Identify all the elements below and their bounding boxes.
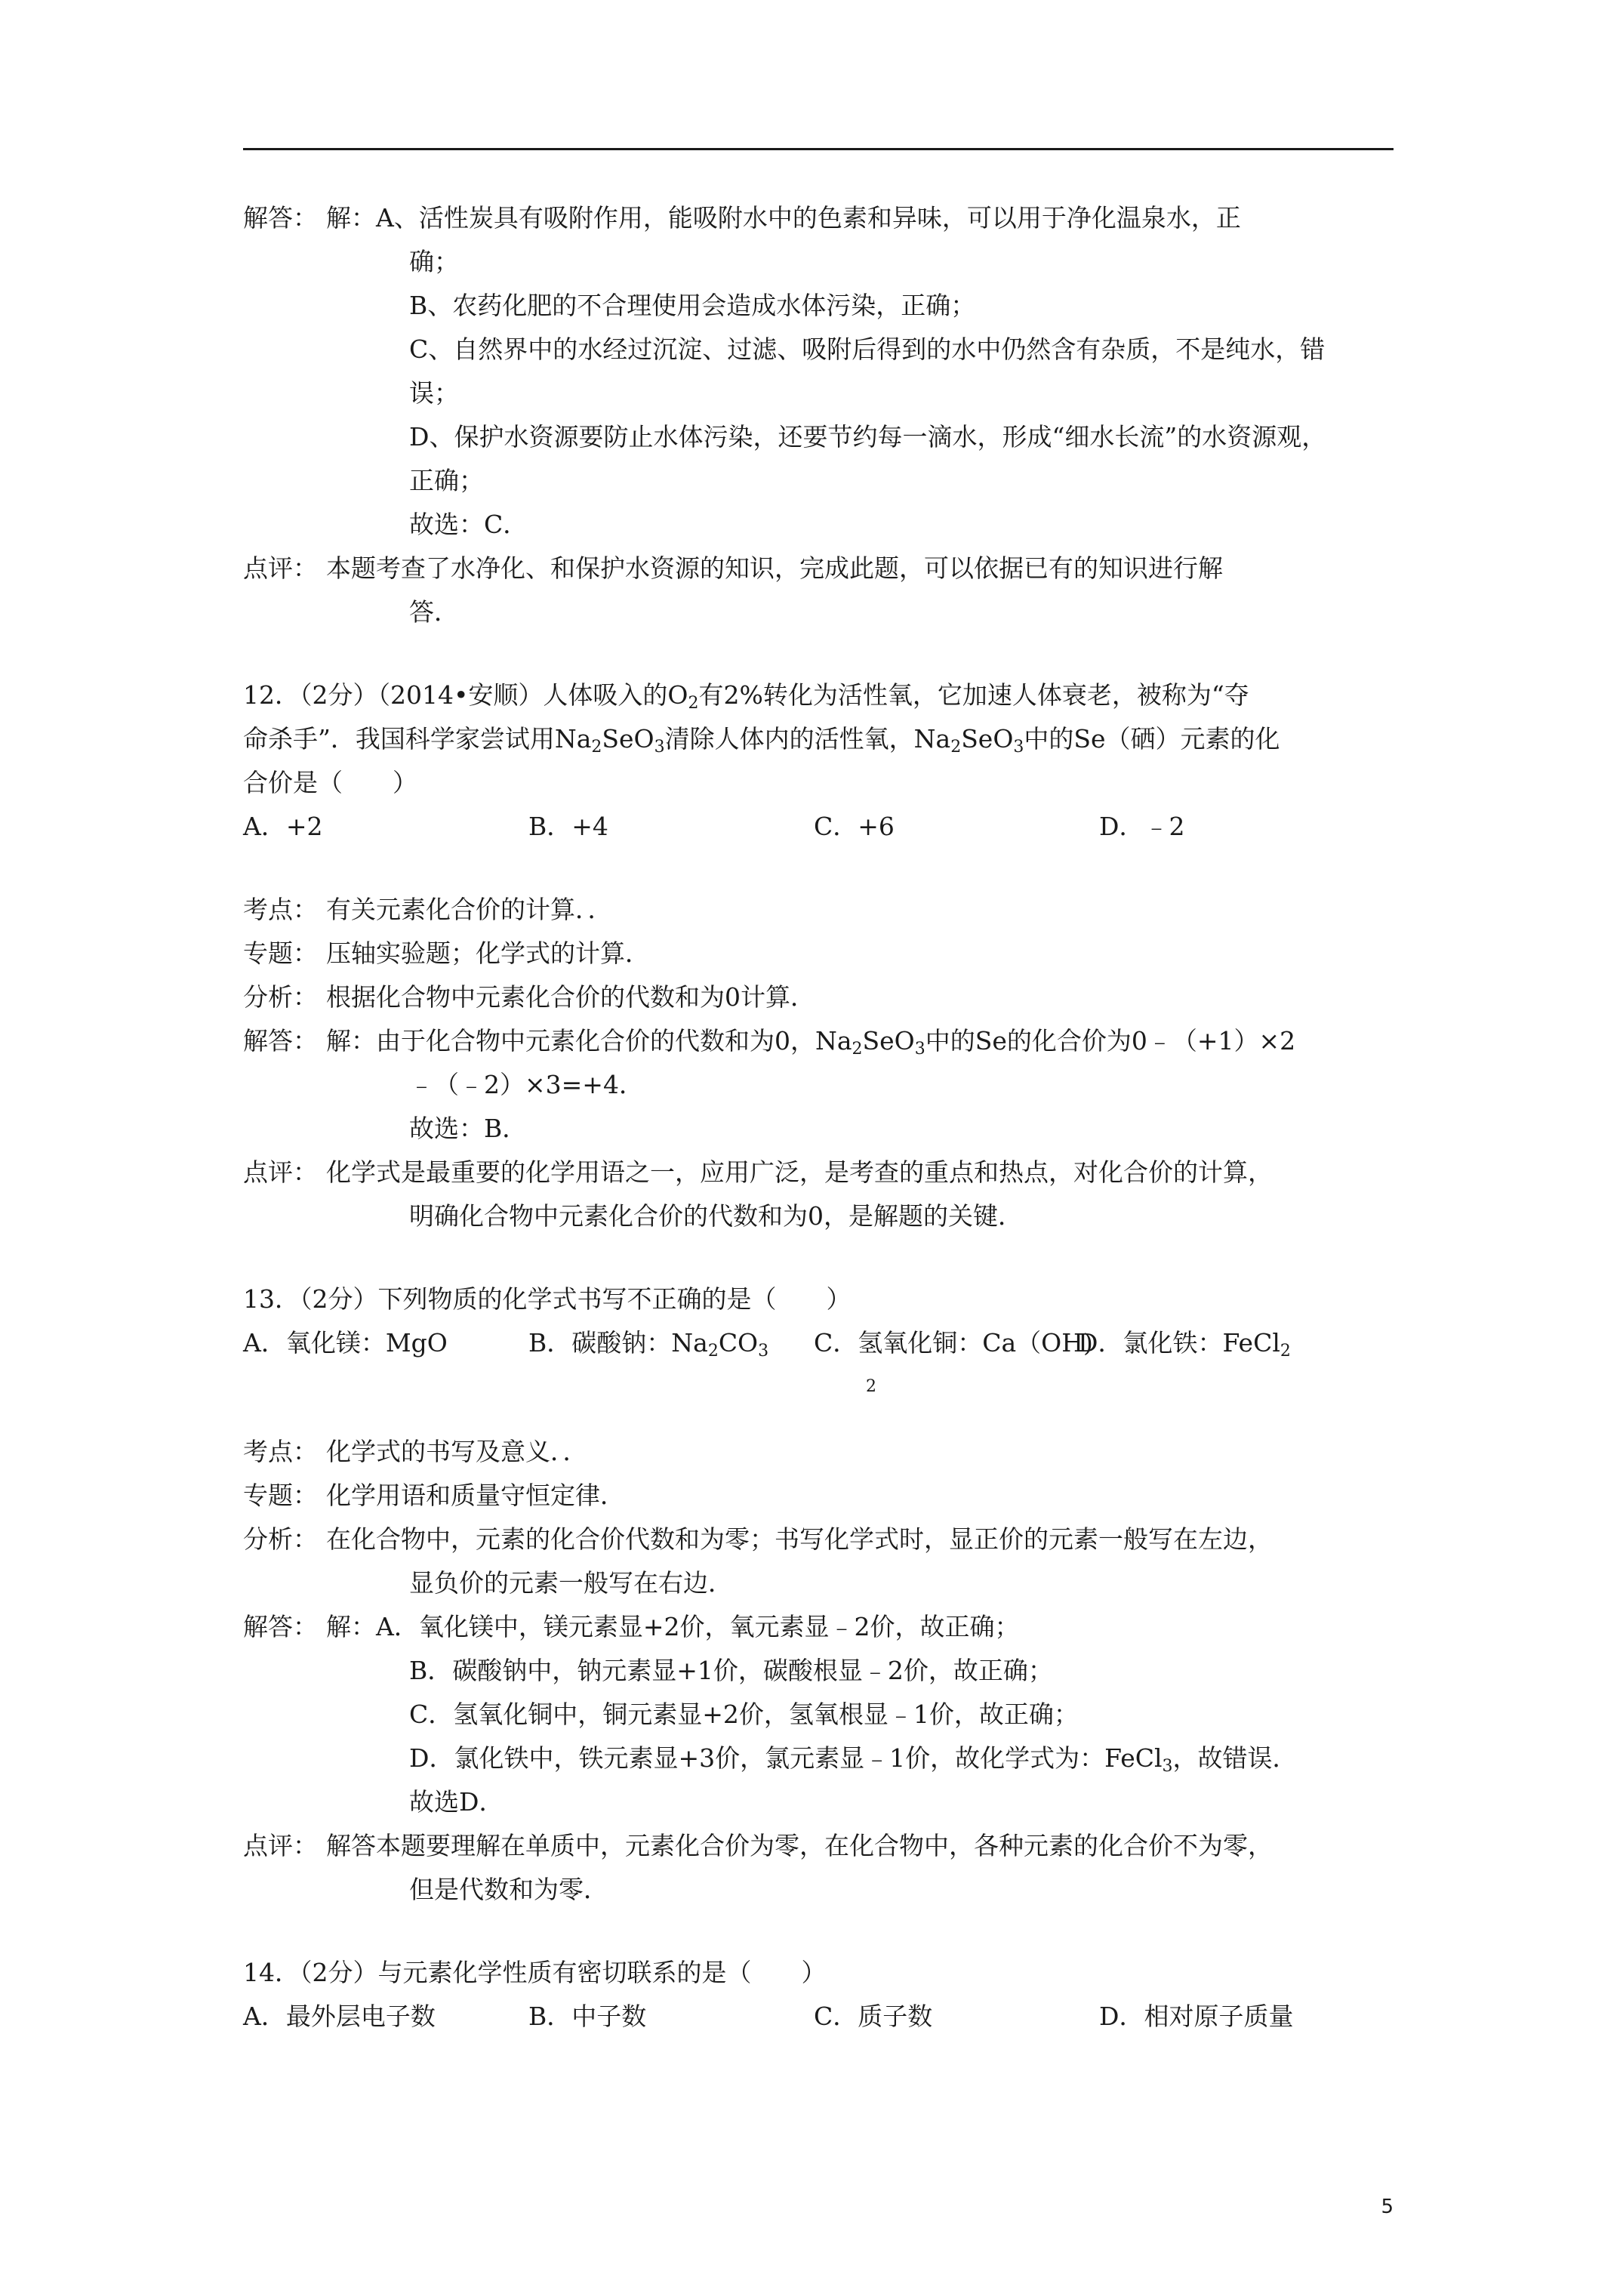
analysis-text: 显负价的元素一般写在右边． — [409, 1568, 733, 1598]
answer-line: 解：A．氧化镁中，镁元素显+2价，氧元素显﹣2价，故正确； — [326, 1612, 1020, 1641]
topic-label: 考点： — [243, 895, 318, 924]
answer-line: D．氯化铁中，铁元素显+3价，氯元素显﹣1价，故化学式为：FeCl$_3$，故错误． — [409, 1743, 1298, 1776]
analysis-text: 根据化合物中元素化合价的代数和为0计算． — [326, 982, 815, 1012]
answer-label: 解答： — [243, 1026, 318, 1056]
analysis-label: 分析： — [243, 1524, 318, 1554]
answer-line: 误； — [409, 378, 459, 408]
analysis-label: 分析： — [243, 982, 318, 1012]
comment-label: 点评： — [243, 1157, 318, 1187]
option-list — [243, 805, 1394, 849]
comment-line: 但是代数和为零． — [409, 1875, 608, 1904]
topic-text: 化学式的书写及意义．． — [326, 1437, 588, 1466]
option-d: D．﹣2 — [1099, 812, 1185, 841]
answer-line: 正确； — [409, 466, 484, 495]
answer-label: 解答： — [243, 1612, 318, 1641]
answer-line: D、保护水资源要防止水体污染，还要节约每一滴水，形成“细水长流”的水资源观， — [409, 422, 1327, 451]
comment-line: 答． — [409, 597, 459, 627]
answer-line: C．氢氧化铜中，铜元素显+2价，氢氧根显﹣1价，故正确； — [409, 1700, 1079, 1729]
question-stem: 合价是（ ） — [243, 768, 417, 797]
comment-line: 化学式是最重要的化学用语之一，应用广泛，是考查的重点和热点，对化合价的计算， — [326, 1157, 1273, 1187]
answer-choice: 故选：C． — [409, 510, 528, 539]
option-d: D．氯化铁：FeCl$_2$ — [1078, 1328, 1291, 1361]
option-c: C．+6 — [814, 812, 895, 841]
answer-choice: 故选：B． — [409, 1114, 528, 1143]
option-a: A．+2 — [243, 812, 323, 841]
subject-text: 化学用语和质量守恒定律． — [326, 1481, 625, 1510]
comment-line: 本题考查了水净化、和保护水资源的知识，完成此题，可以依据已有的知识进行解 — [326, 553, 1223, 583]
subject-label: 专题： — [243, 1481, 318, 1510]
option-b: B．中子数 — [528, 2002, 647, 2031]
option-b: B．碳酸钠：$Na_2CO_3$ — [528, 1328, 769, 1361]
answer-line: 确； — [409, 247, 459, 276]
page-content — [243, 196, 1394, 2039]
answer-line: B、农药化肥的不合理使用会造成水体污染，正确； — [409, 291, 976, 320]
answer-line: ﹣（﹣2）×3=+4． — [409, 1070, 644, 1099]
option-a: A．氧化镁：MgO — [243, 1328, 448, 1358]
question-stem: 14．（2分）与元素化学性质有密切联系的是（ ） — [243, 1958, 827, 1987]
analysis-text: 在化合物中，元素的化合价代数和为零；书写化学式时，显正价的元素一般写在左边， — [326, 1524, 1273, 1554]
question-14 — [243, 1951, 1394, 2039]
option-a: A．最外层电子数 — [243, 2002, 436, 2031]
answer-line: 解：A、活性炭具有吸附作用，能吸附水中的色素和异味，可以用于净化温泉水，正 — [326, 203, 1241, 233]
answer-line: 解：由于化合物中元素化合价的代数和为0，$Na_2SeO_3$中的Se的化合价为0﹣（+1）×2 — [326, 1026, 1296, 1059]
option-d: D．相对原子质量 — [1099, 2002, 1294, 2031]
option-c: C．质子数 — [814, 2002, 933, 2031]
q11-analysis — [243, 196, 1394, 634]
topic-text: 有关元素化合价的计算．． — [326, 895, 613, 924]
question-stem: 12．（2分）（2014•安顺）人体吸入的$O_2$有2%转化为活性氧，它加速人体衰老，被称为“夺 — [243, 680, 1249, 713]
question-13 — [243, 1277, 1394, 1912]
answer-line: B．碳酸钠中，钠元素显+1价，碳酸根显﹣2价，故正确； — [409, 1656, 1053, 1685]
comment-line: 明确化合物中元素化合价的代数和为0，是解题的关键． — [409, 1201, 1023, 1231]
topic-label: 考点： — [243, 1437, 318, 1466]
option-c: C．氢氧化铜：Ca（OH) — [814, 1328, 1093, 1358]
subject-text: 压轴实验题；化学式的计算． — [326, 938, 650, 968]
stray-subscript: 2 — [866, 1377, 876, 1396]
comment-label: 点评： — [243, 1831, 318, 1860]
option-list — [243, 1321, 1394, 1365]
question-stem: 13．（2分）下列物质的化学式书写不正确的是（ ） — [243, 1284, 852, 1314]
comment-label: 点评： — [243, 553, 318, 583]
header-rule — [243, 148, 1394, 150]
answer-label: 解答： — [243, 203, 318, 233]
page-number: 5 — [1381, 2196, 1394, 2218]
answer-line: C、自然界中的水经过沉淀、过滤、吸附后得到的水中仍然含有杂质，不是纯水，错 — [409, 334, 1326, 364]
question-12 — [243, 673, 1394, 1238]
question-stem: 命杀手”．我国科学家尝试用$Na_2SeO_3$清除人体内的活性氧，$Na_2SeO_3$中的Se（硒）元素的化 — [243, 724, 1280, 757]
subject-label: 专题： — [243, 938, 318, 968]
option-list — [243, 1995, 1394, 2039]
comment-line: 解答本题要理解在单质中，元素化合价为零，在化合物中，各种元素的化合价不为零， — [326, 1831, 1273, 1860]
answer-choice: 故选D． — [409, 1787, 504, 1817]
option-b: B．+4 — [528, 812, 608, 841]
